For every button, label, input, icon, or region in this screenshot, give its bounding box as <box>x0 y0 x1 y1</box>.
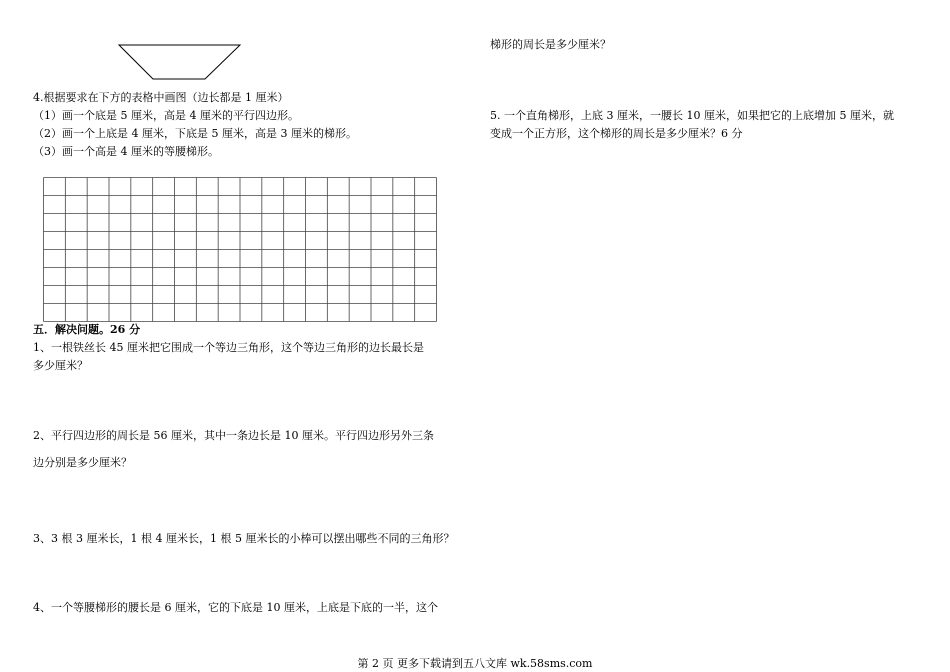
problem-5-line2: 变成一个正方形，这个梯形的周长是多少厘米？6 分 <box>490 127 743 140</box>
problem-2-line1: 2、平行四边形的周长是 56 厘米，其中一条边长是 10 厘米。平行四边形另外三条 <box>33 429 434 442</box>
problem-1-line2: 多少厘米？ <box>33 359 88 372</box>
q4-item-3: （3）画一个高是 4 厘米的等腰梯形。 <box>33 145 219 158</box>
q4-title: 4.根据要求在下方的表格中画图（边长都是 1 厘米） <box>33 91 289 104</box>
problem-4-line1: 4、一个等腰梯形的腰长是 6 厘米，它的下底是 10 厘米，上底是下底的一半，这个 <box>33 601 438 614</box>
q4-item-1: （1）画一个底是 5 厘米，高是 4 厘米的平行四边形。 <box>33 109 299 122</box>
drawing-grid <box>43 177 437 322</box>
q4-item-2: （2）画一个上底是 4 厘米，下底是 5 厘米，高是 3 厘米的梯形。 <box>33 127 357 140</box>
section5-heading: 五．解决问题。26 分 <box>33 323 141 336</box>
page-footer: 第 2 页 更多下载请到五八文库 wk.58sms.com <box>357 657 593 670</box>
problem-1-line1: 1、一根铁丝长 45 厘米把它围成一个等边三角形，这个等边三角形的边长最长是 <box>33 341 424 354</box>
problem-3-line1: 3、3 根 3 厘米长，1 根 4 厘米长，1 根 5 厘米长的小棒可以摆出哪些不同的三角形？ <box>33 532 455 545</box>
trapezoid-figure <box>115 42 245 82</box>
trapezoid-shape <box>119 45 240 79</box>
problem-4-continued: 梯形的周长是多少厘米？ <box>490 38 611 51</box>
problem-5-line1: 5. 一个直角梯形，上底 3 厘米，一腰长 10 厘米，如果把它的上底增加 5 厘米，就 <box>490 109 894 122</box>
problem-2-line2: 边分别是多少厘米？ <box>33 456 132 469</box>
